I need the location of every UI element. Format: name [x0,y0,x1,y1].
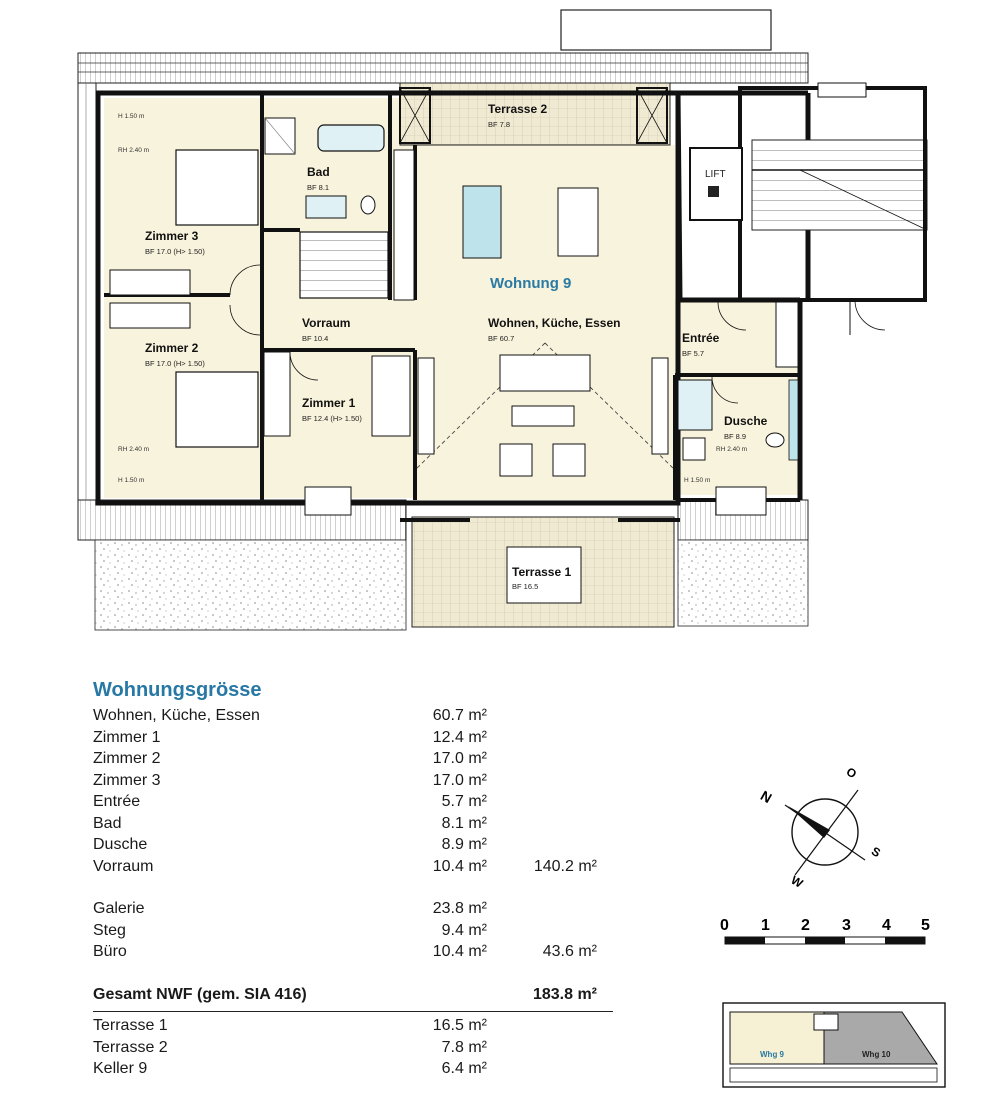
bed-zimmer-3 [176,150,258,225]
stair-core [752,140,927,230]
armchair-right [553,444,585,476]
scale-tick: 3 [842,917,851,934]
area-row: Keller 9 6.4 m² [93,1060,487,1077]
keyplan-whg9-label: Whg 9 [760,1050,784,1059]
roof-outline [561,10,771,50]
room-name-terrasse-1: Terrasse 1 [512,565,572,579]
sofa [500,355,590,391]
room-area-vorraum: BF 10.4 [302,334,329,343]
shower [678,380,712,430]
bathtub [318,125,384,151]
bed-zimmer-2 [176,372,258,447]
area-row: Vorraum 10.4 m² 140.2 m² [93,857,597,875]
eave-top [78,53,808,83]
compass-n: N [757,787,775,807]
area-row: Büro 10.4 m² 43.6 m² [93,943,597,960]
room-name-entree: Entrée [682,331,720,345]
compass-icon [740,760,900,900]
room-area-terrasse-2: BF 7.8 [488,120,511,129]
room-name-wohnen: Wohnen, Küche, Essen [488,316,621,330]
scale-tick: 2 [801,917,810,934]
bath-toilet [361,196,375,214]
room-name-zimmer-1: Zimmer 1 [302,396,356,410]
room-area-wohnen: BF 60.7 [488,334,515,343]
room-name-terrasse-2: Terrasse 2 [488,102,548,116]
gravel-left [95,540,406,630]
height-label: RH 2.40 m [118,446,150,453]
area-table [93,678,613,1080]
room-area-entree: BF 5.7 [682,349,705,358]
room-name-vorraum: Vorraum [302,316,351,330]
divider [93,1011,613,1012]
scale-tick: 4 [882,917,891,934]
room-name-zimmer-3: Zimmer 3 [145,229,199,243]
room-area-bad: BF 8.1 [307,183,330,192]
scale-bar [715,910,945,950]
coffee-table [512,406,574,426]
room-area-terrasse-1: BF 16.5 [512,582,539,591]
height-label: RH 2.40 m [716,446,748,453]
compass-s: S [869,843,883,861]
area-row: Galerie 23.8 m² [93,900,487,917]
dusche-toilet [766,433,784,447]
scale-tick: 5 [921,917,930,934]
room-name-bad: Bad [307,165,330,179]
area-row: Zimmer 1 12.4 m² [93,728,487,746]
scale-tick: 1 [761,917,770,934]
area-row: Bad 8.1 m² [93,814,487,832]
height-label: H 1.50 m [118,113,145,120]
room-area-zimmer-1: BF 12.4 (H> 1.50) [302,414,362,423]
compass-o: O [843,764,859,782]
scale-tick: 0 [720,917,729,934]
key-plan [722,1002,947,1090]
gravel-right [678,540,808,626]
keyplan-whg10-label: Whg 10 [862,1050,891,1059]
lift-shaft [690,148,742,220]
area-row: Steg 9.4 m² [93,921,487,939]
lift-label: LIFT [705,169,726,180]
height-label: RH 2.40 m [118,147,150,154]
room-name-dusche: Dusche [724,414,768,428]
area-row: Terrasse 1 16.5 m² [93,1017,487,1034]
eave-bottom-left [78,500,406,540]
internal-stair [300,232,388,298]
area-row: Dusche 8.9 m² [93,836,487,853]
compass-w: W [788,872,806,891]
height-label: H 1.50 m [118,477,145,484]
accessibility-icon [708,186,719,197]
area-row: Terrasse 2 7.8 m² [93,1038,487,1056]
area-table-title: Wohnungsgrösse [93,679,262,701]
area-total-row: Gesamt NWF (gem. SIA 416) 183.8 m² [93,985,597,1003]
apartment-label: Wohnung 9 [490,275,572,292]
room-area-dusche: BF 8.9 [724,432,747,441]
room-area-zimmer-2: BF 17.0 (H> 1.50) [145,359,205,368]
bath-sink [306,196,346,218]
kitchen-island [463,186,501,258]
height-label: H 1.50 m [684,477,711,484]
dining-table [558,188,598,256]
bed-zimmer-1 [372,356,410,436]
area-row: Wohnen, Küche, Essen 60.7 m² [93,707,487,724]
area-row: Zimmer 3 17.0 m² [93,771,487,789]
room-area-zimmer-3: BF 17.0 (H> 1.50) [145,247,205,256]
area-row: Zimmer 2 17.0 m² [93,750,487,767]
armchair-left [500,444,532,476]
room-name-zimmer-2: Zimmer 2 [145,341,199,355]
area-row: Entrée 5.7 m² [93,793,487,810]
